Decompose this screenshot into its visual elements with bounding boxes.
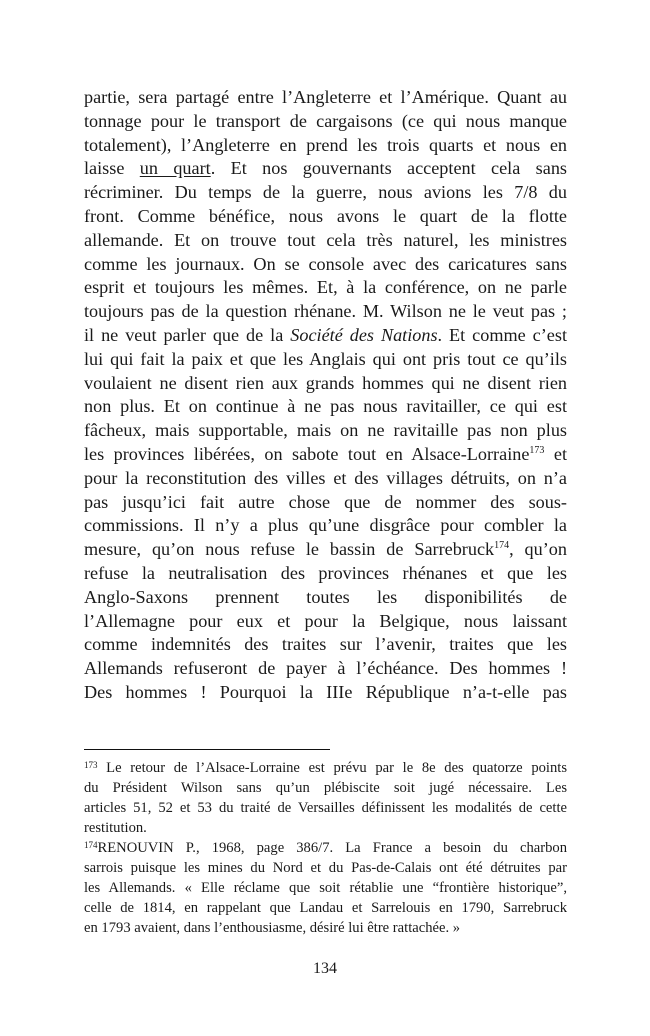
text-line <box>84 181 567 205</box>
text-line <box>84 253 567 277</box>
footnote-line <box>84 878 567 898</box>
text-run: , qu’on <box>509 539 567 560</box>
footnote-line <box>84 818 567 838</box>
body-text <box>84 86 567 705</box>
text-line <box>84 514 567 538</box>
text-run: RENOUVIN P., 1968, page 386/7. La France a besoin du charbon <box>97 840 567 856</box>
italic-text: Société des Nations <box>290 324 438 345</box>
text-run: Allemands refuseront de payer à l’échéance. Des hommes ! <box>84 658 567 679</box>
footnote-reference: 173 <box>529 444 545 456</box>
text-run: comme les journaux. On se console avec des caricatures sans <box>84 253 567 274</box>
text-run: celle de 1814, en rappelant que Landau et Sarrelouis en 1790, Sarrebruck <box>84 900 567 916</box>
text-line <box>84 681 567 705</box>
text-line <box>84 491 567 515</box>
footnotes <box>84 758 567 938</box>
page-number: 134 <box>313 960 337 977</box>
text-line <box>84 86 567 110</box>
text-line <box>84 443 567 467</box>
text-run: non plus. Et on continue à ne pas nous ravitailler, ce qui est <box>84 396 567 417</box>
footnote-reference: 173 <box>84 760 98 770</box>
text-run: du Président Wilson sans qu’un plébiscite soit jugé nécessaire. Les <box>84 780 567 796</box>
footnote-separator <box>84 749 330 750</box>
text-line <box>84 205 567 229</box>
footnote-line <box>84 858 567 878</box>
text-run: restitution. <box>84 820 147 836</box>
text-run: tonnage pour le transport de cargaisons (ce qui nous manque <box>84 110 567 131</box>
text-run: fâcheux, mais supportable, mais on ne ravitaille pas non plus <box>84 420 567 441</box>
text-line <box>84 157 567 181</box>
text-run: comme indemnités des traites sur l’avenir, traites que les <box>84 634 567 655</box>
text-run: pour la reconstitution des villes et des villages détruits, on n’a <box>84 467 567 488</box>
footnote-line <box>84 898 567 918</box>
text-line <box>84 419 567 443</box>
footnote-line <box>84 918 567 938</box>
text-line <box>84 562 567 586</box>
footnote-line <box>84 758 567 778</box>
text-run: il ne veut parler que de la <box>84 324 291 345</box>
text-line <box>84 657 567 681</box>
text-line <box>84 300 567 324</box>
footnote-line <box>84 838 567 858</box>
underlined-text: un quart <box>139 158 211 179</box>
text-line <box>84 229 567 253</box>
text-line <box>84 110 567 134</box>
text-run: les Allemands. « Elle réclame que soit rétablie une “frontière historique”, <box>84 880 567 896</box>
text-run: . Et nos gouvernants acceptent cela sans <box>210 158 567 179</box>
text-line <box>84 467 567 491</box>
text-run: pas jusqu’ici fait autre chose que de nommer des sous- <box>84 491 567 512</box>
text-line <box>84 586 567 610</box>
text-run: totalement), l’Angleterre en prend les trois quarts et nous en <box>84 134 567 155</box>
text-run: articles 51, 52 et 53 du traité de Versailles définissent les modalités de cette <box>84 800 567 816</box>
text-run: et <box>544 443 567 464</box>
footnote-line <box>84 798 567 818</box>
text-line <box>84 633 567 657</box>
text-run: sarrois puisque les mines du Nord et du Pas-de-Calais ont été détruites par <box>84 860 567 876</box>
footnote-reference: 174 <box>494 540 510 552</box>
text-run: esprit et toujours les mêmes. Et, à la conférence, on ne parle <box>84 277 567 298</box>
text-run: mesure, qu’on nous refuse le bassin de Sarrebruck <box>84 539 495 560</box>
text-run: les provinces libérées, on sabote tout en Alsace-Lorraine <box>84 443 530 464</box>
text-line <box>84 324 567 348</box>
text-line <box>84 372 567 396</box>
text-run: partie, sera partagé entre l’Angleterre et l’Amérique. Quant au <box>84 87 567 107</box>
text-line <box>84 538 567 562</box>
footnote-reference: 174 <box>84 840 98 850</box>
text-run: l’Allemagne pour eux et pour la Belgique, nous laissant <box>84 610 567 631</box>
text-run: Le retour de l’Alsace-Lorraine est prévu par le 8e des quatorze points <box>97 760 567 776</box>
text-run: Anglo-Saxons prennent toutes les disponibilités de <box>84 586 567 607</box>
text-run: toujours pas de la question rhénane. M. Wilson ne le veut pas ; <box>84 301 567 322</box>
footnote-line <box>84 778 567 798</box>
text-run: lui qui fait la paix et que les Anglais qui ont pris tout ce qu’ils <box>84 348 567 369</box>
text-line <box>84 348 567 372</box>
text-line <box>84 134 567 158</box>
text-run: . Et comme c’est <box>437 324 568 345</box>
text-run: en 1793 avaient, dans l’enthousiasme, désiré lui être rattachée. » <box>84 920 461 936</box>
text-run: récriminer. Du temps de la guerre, nous avions les 7/8 du <box>84 182 567 203</box>
text-run: refuse la neutralisation des provinces rhénanes et que les <box>84 562 567 583</box>
text-line <box>84 276 567 300</box>
text-run: allemande. Et on trouve tout cela très naturel, les ministres <box>84 229 567 250</box>
text-run: laisse <box>84 158 140 179</box>
text-line <box>84 610 567 634</box>
text-line <box>84 395 567 419</box>
text-run: commissions. Il n’y a plus qu’une disgrâce pour combler la <box>84 515 567 536</box>
text-run: voulaient ne disent rien aux grands hommes qui ne disent rien <box>84 372 567 393</box>
text-run: Des hommes ! Pourquoi la IIIe République n’a-t-elle pas <box>84 681 567 702</box>
text-run: front. Comme bénéfice, nous avons le quart de la flotte <box>84 205 567 226</box>
